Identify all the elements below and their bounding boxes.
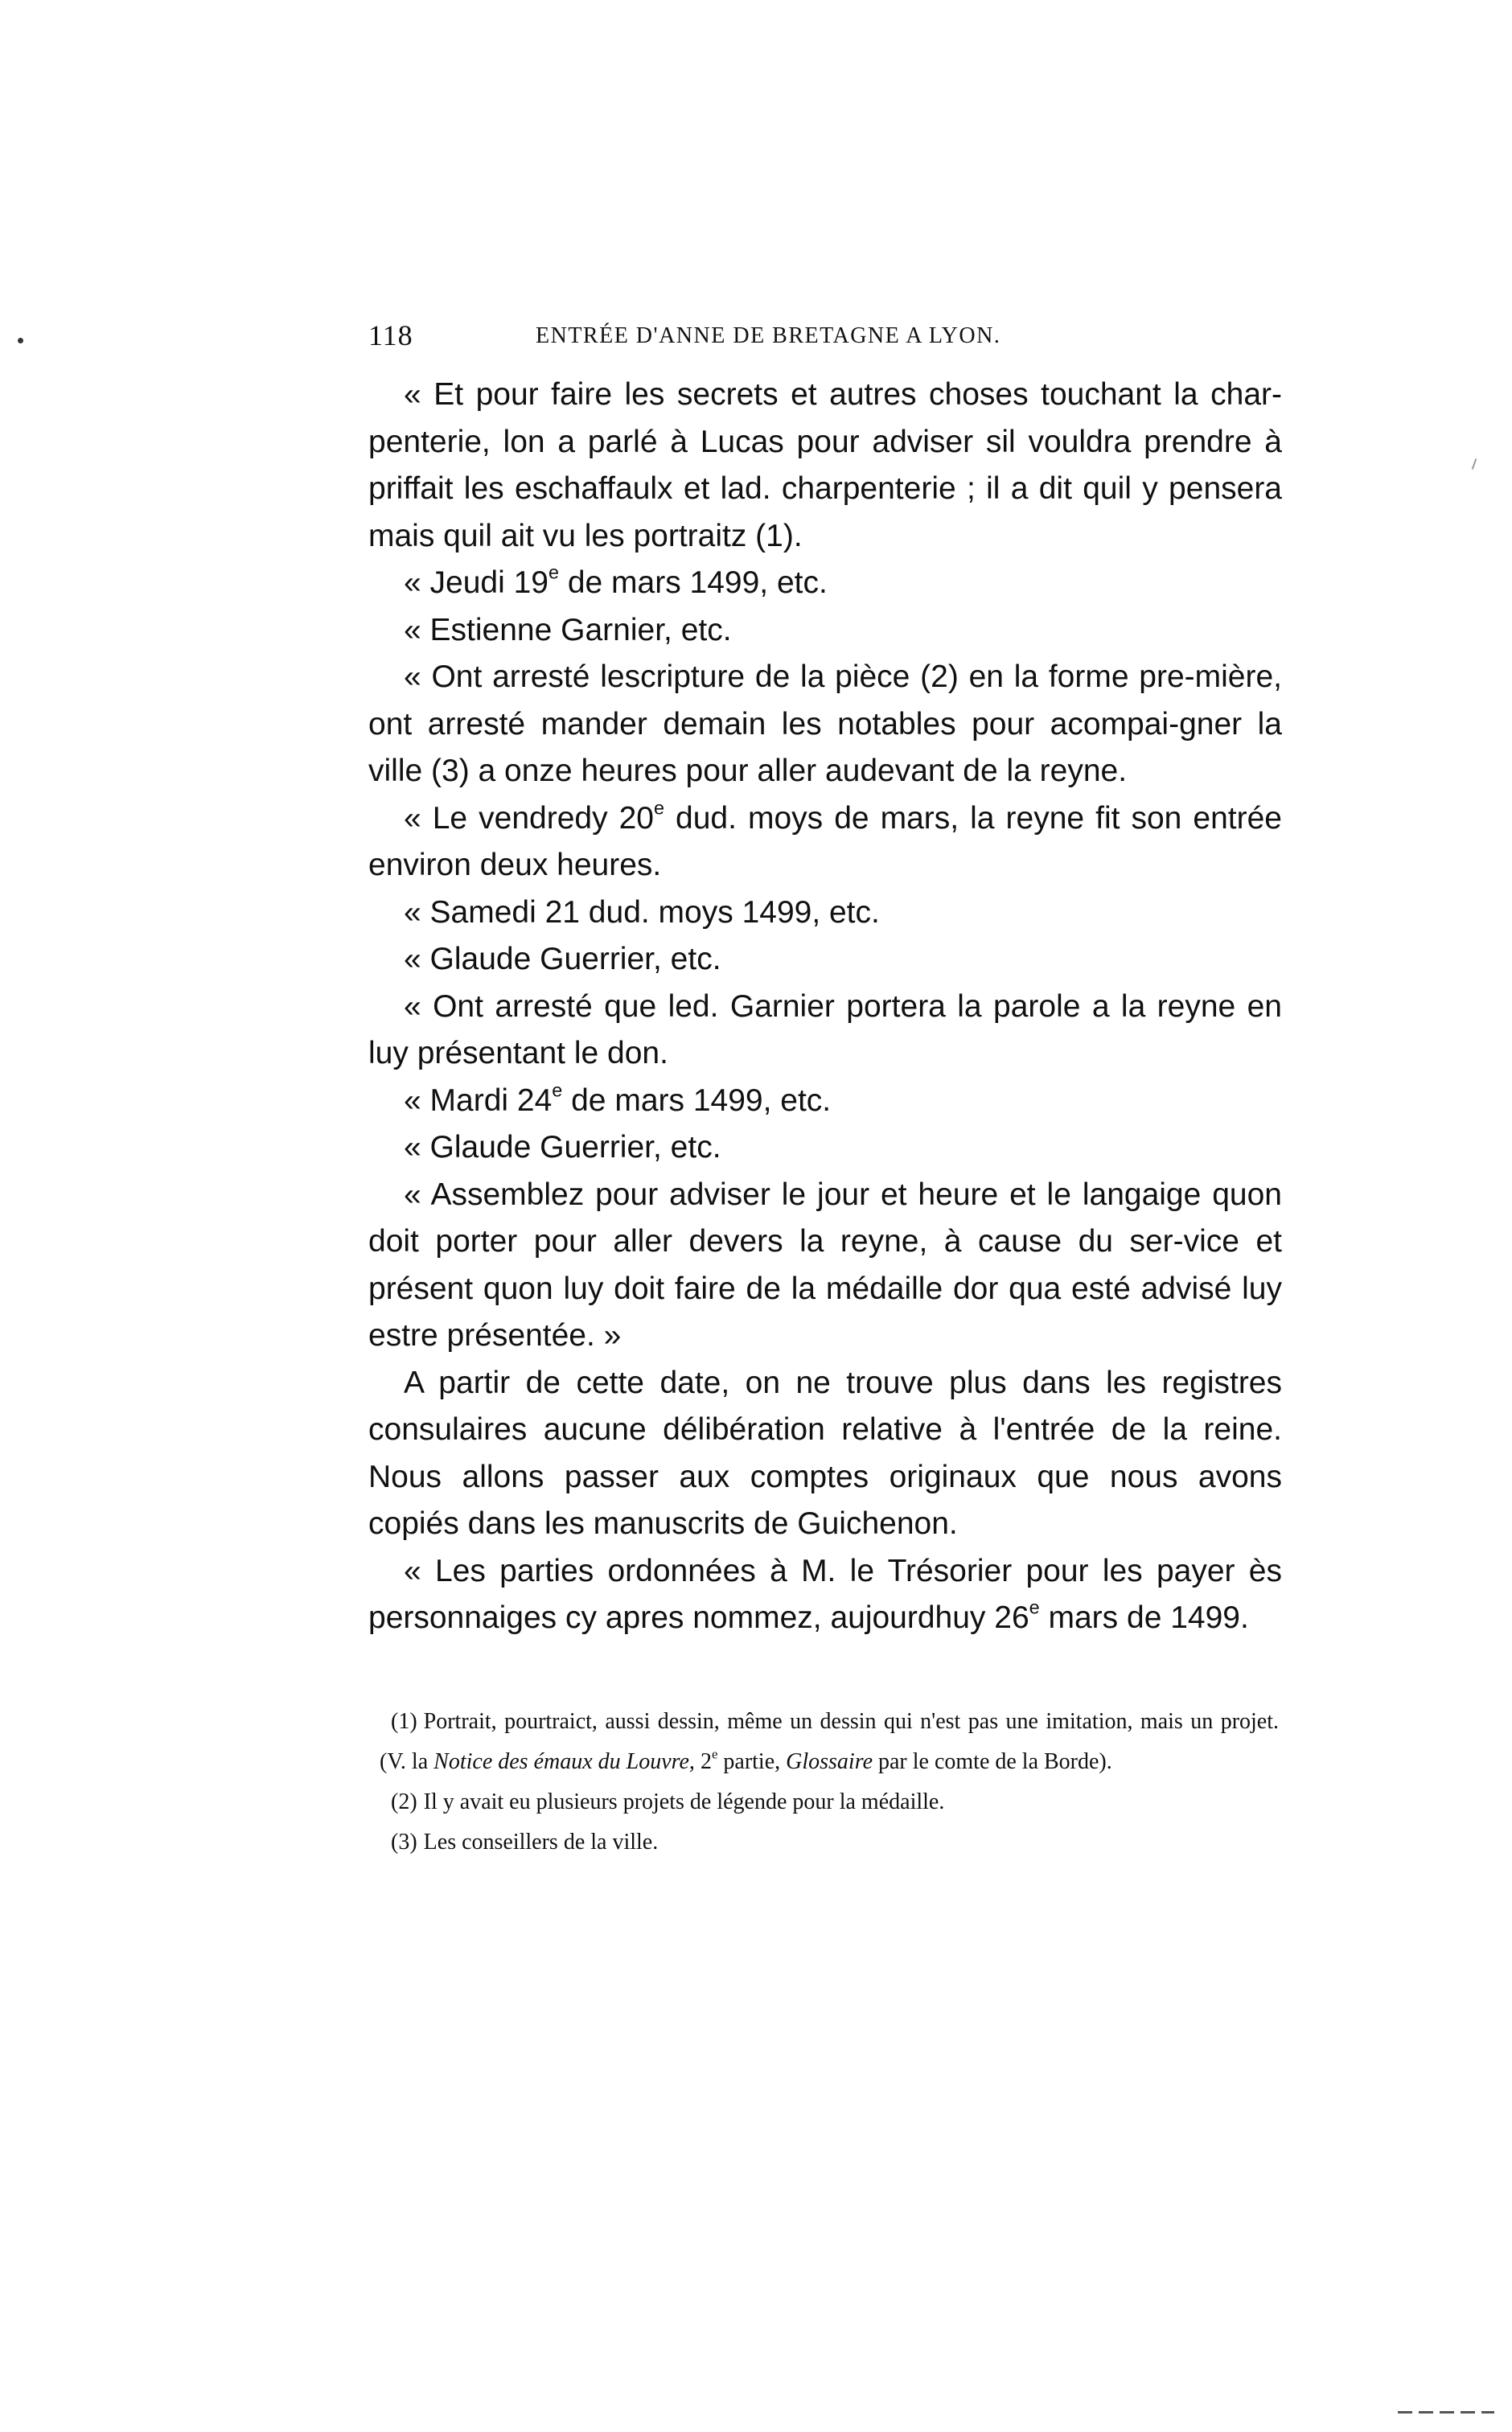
paragraph: « Et pour faire les secrets et autres choses touchant la char-penterie, lon a parlé à Lucas pour adviser sil vouldra prendre à priffait les eschaffaulx et lad. charpenterie ; il a dit quil y pensera mais quil ait vu les portraitz (1). bbox=[368, 377, 1282, 553]
paragraph: « Mardi 24e de mars 1499, etc. bbox=[404, 1078, 832, 1118]
paragraph: « Assemblez pour adviser le jour et heure et le langaige quon doit porter pour aller devers la reyne, à cause du ser-vice et présent quon luy doit faire de la médaille dor qua esté advisé luy estre présentée. » bbox=[368, 1177, 1282, 1353]
footnote: (1) Portrait, pourtraict, aussi dessin, même un dessin qui n'est pas une imitation, mais un projet. (V. la Notice des émaux du Louvre, 2e partie, Glossaire par le comte de la Borde). bbox=[380, 1709, 1279, 1774]
footnote: (2) Il y avait eu plusieurs projets de légende pour la médaille. bbox=[391, 1789, 945, 1814]
footnote-label: (1) bbox=[391, 1709, 417, 1734]
footnote-label: (3) bbox=[391, 1830, 417, 1855]
paragraph: « Glaude Guerrier, etc. bbox=[404, 942, 721, 976]
page-header bbox=[368, 318, 1285, 359]
footnote-label: (2) bbox=[391, 1789, 417, 1814]
paragraph: « Jeudi 19e de mars 1499, etc. bbox=[404, 561, 828, 600]
footnote: (3) Les conseillers de la ville. bbox=[391, 1830, 659, 1855]
scan-edge-line bbox=[1398, 2411, 1494, 2414]
paragraph: « Ont arresté que led. Garnier portera la parole a la reyne en luy présentant le don. bbox=[368, 988, 1282, 1070]
paragraph: « Samedi 21 dud. moys 1499, etc. bbox=[404, 894, 880, 930]
paragraph: « Estienne Garnier, etc. bbox=[404, 612, 732, 647]
paragraph: « Glaude Guerrier, etc. bbox=[404, 1130, 721, 1165]
page-number: 118 bbox=[368, 319, 413, 351]
paragraph: « Ont arresté lescripture de la pièce (2) en la forme pre-mière, ont arresté mander demain les notables pour acompai-gner la ville (3) a onze heures pour aller audevant de la reyne. bbox=[368, 659, 1282, 788]
paragraph: « Le vendredy 20e dud. moys de mars, la reyne fit son entrée environ deux heures. bbox=[368, 796, 1282, 882]
paragraph: A partir de cette date, on ne trouve plus dans les registres consulaires aucune délibération relative à l'entrée de la reine. Nous allons passer aux comptes originaux que nous avons copiés dans les manuscrits de Guichenon. bbox=[368, 1365, 1282, 1541]
scan-mark bbox=[1472, 458, 1477, 470]
footnotes bbox=[380, 1702, 1279, 1863]
body-text bbox=[368, 372, 1282, 1642]
running-title: ENTRÉE D'ANNE DE BRETAGNE A LYON. bbox=[536, 323, 1001, 348]
scan-speck bbox=[18, 338, 23, 343]
paragraph: « Les parties ordonnées à M. le Trésorier pour les payer ès personnaiges cy apres nommez, aujourdhuy 26e mars de 1499. bbox=[368, 1553, 1282, 1635]
